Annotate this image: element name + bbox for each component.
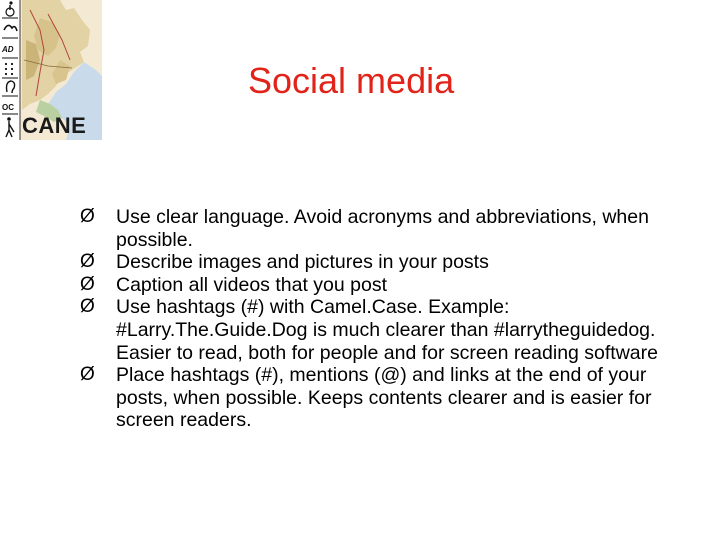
- arrow-bullet-icon: Ø: [80, 364, 95, 386]
- slide-title: Social media: [248, 60, 455, 101]
- arrow-bullet-icon: Ø: [80, 296, 95, 318]
- arrow-bullet-icon: Ø: [80, 206, 95, 227]
- svg-text:AD: AD: [2, 45, 14, 54]
- bullet-text: Caption all videos that you post: [116, 273, 388, 296]
- arrow-bullet-icon: Ø: [80, 273, 95, 295]
- cane-logo: [0, 0, 102, 140]
- bullet-list: [80, 206, 690, 432]
- svg-text:OC: OC: [2, 103, 14, 112]
- bullet-item: [80, 364, 690, 432]
- bullet-item: [80, 274, 690, 297]
- arrow-bullet-icon: Ø: [80, 251, 95, 273]
- bullet-item: [80, 296, 690, 364]
- bullet-item: [80, 251, 690, 274]
- bullet-text: Place hashtags (#), mentions (@) and links at the end of your posts, when possible. Keeps contents clearer and is easier for screen readers.: [116, 364, 652, 432]
- bullet-text: Use clear language. Avoid acronyms and abbreviations, when possible.: [116, 206, 649, 251]
- bullet-text: Use hashtags (#) with Camel.Case. Example: #Larry.The.Guide.Dog is much clearer than #larrytheguidedog. Easier to read, both for people and for screen reading software: [116, 296, 658, 364]
- bullet-item: [80, 206, 690, 251]
- bullet-text: Describe images and pictures in your posts: [116, 251, 489, 274]
- logo-text: CANE: [22, 113, 87, 138]
